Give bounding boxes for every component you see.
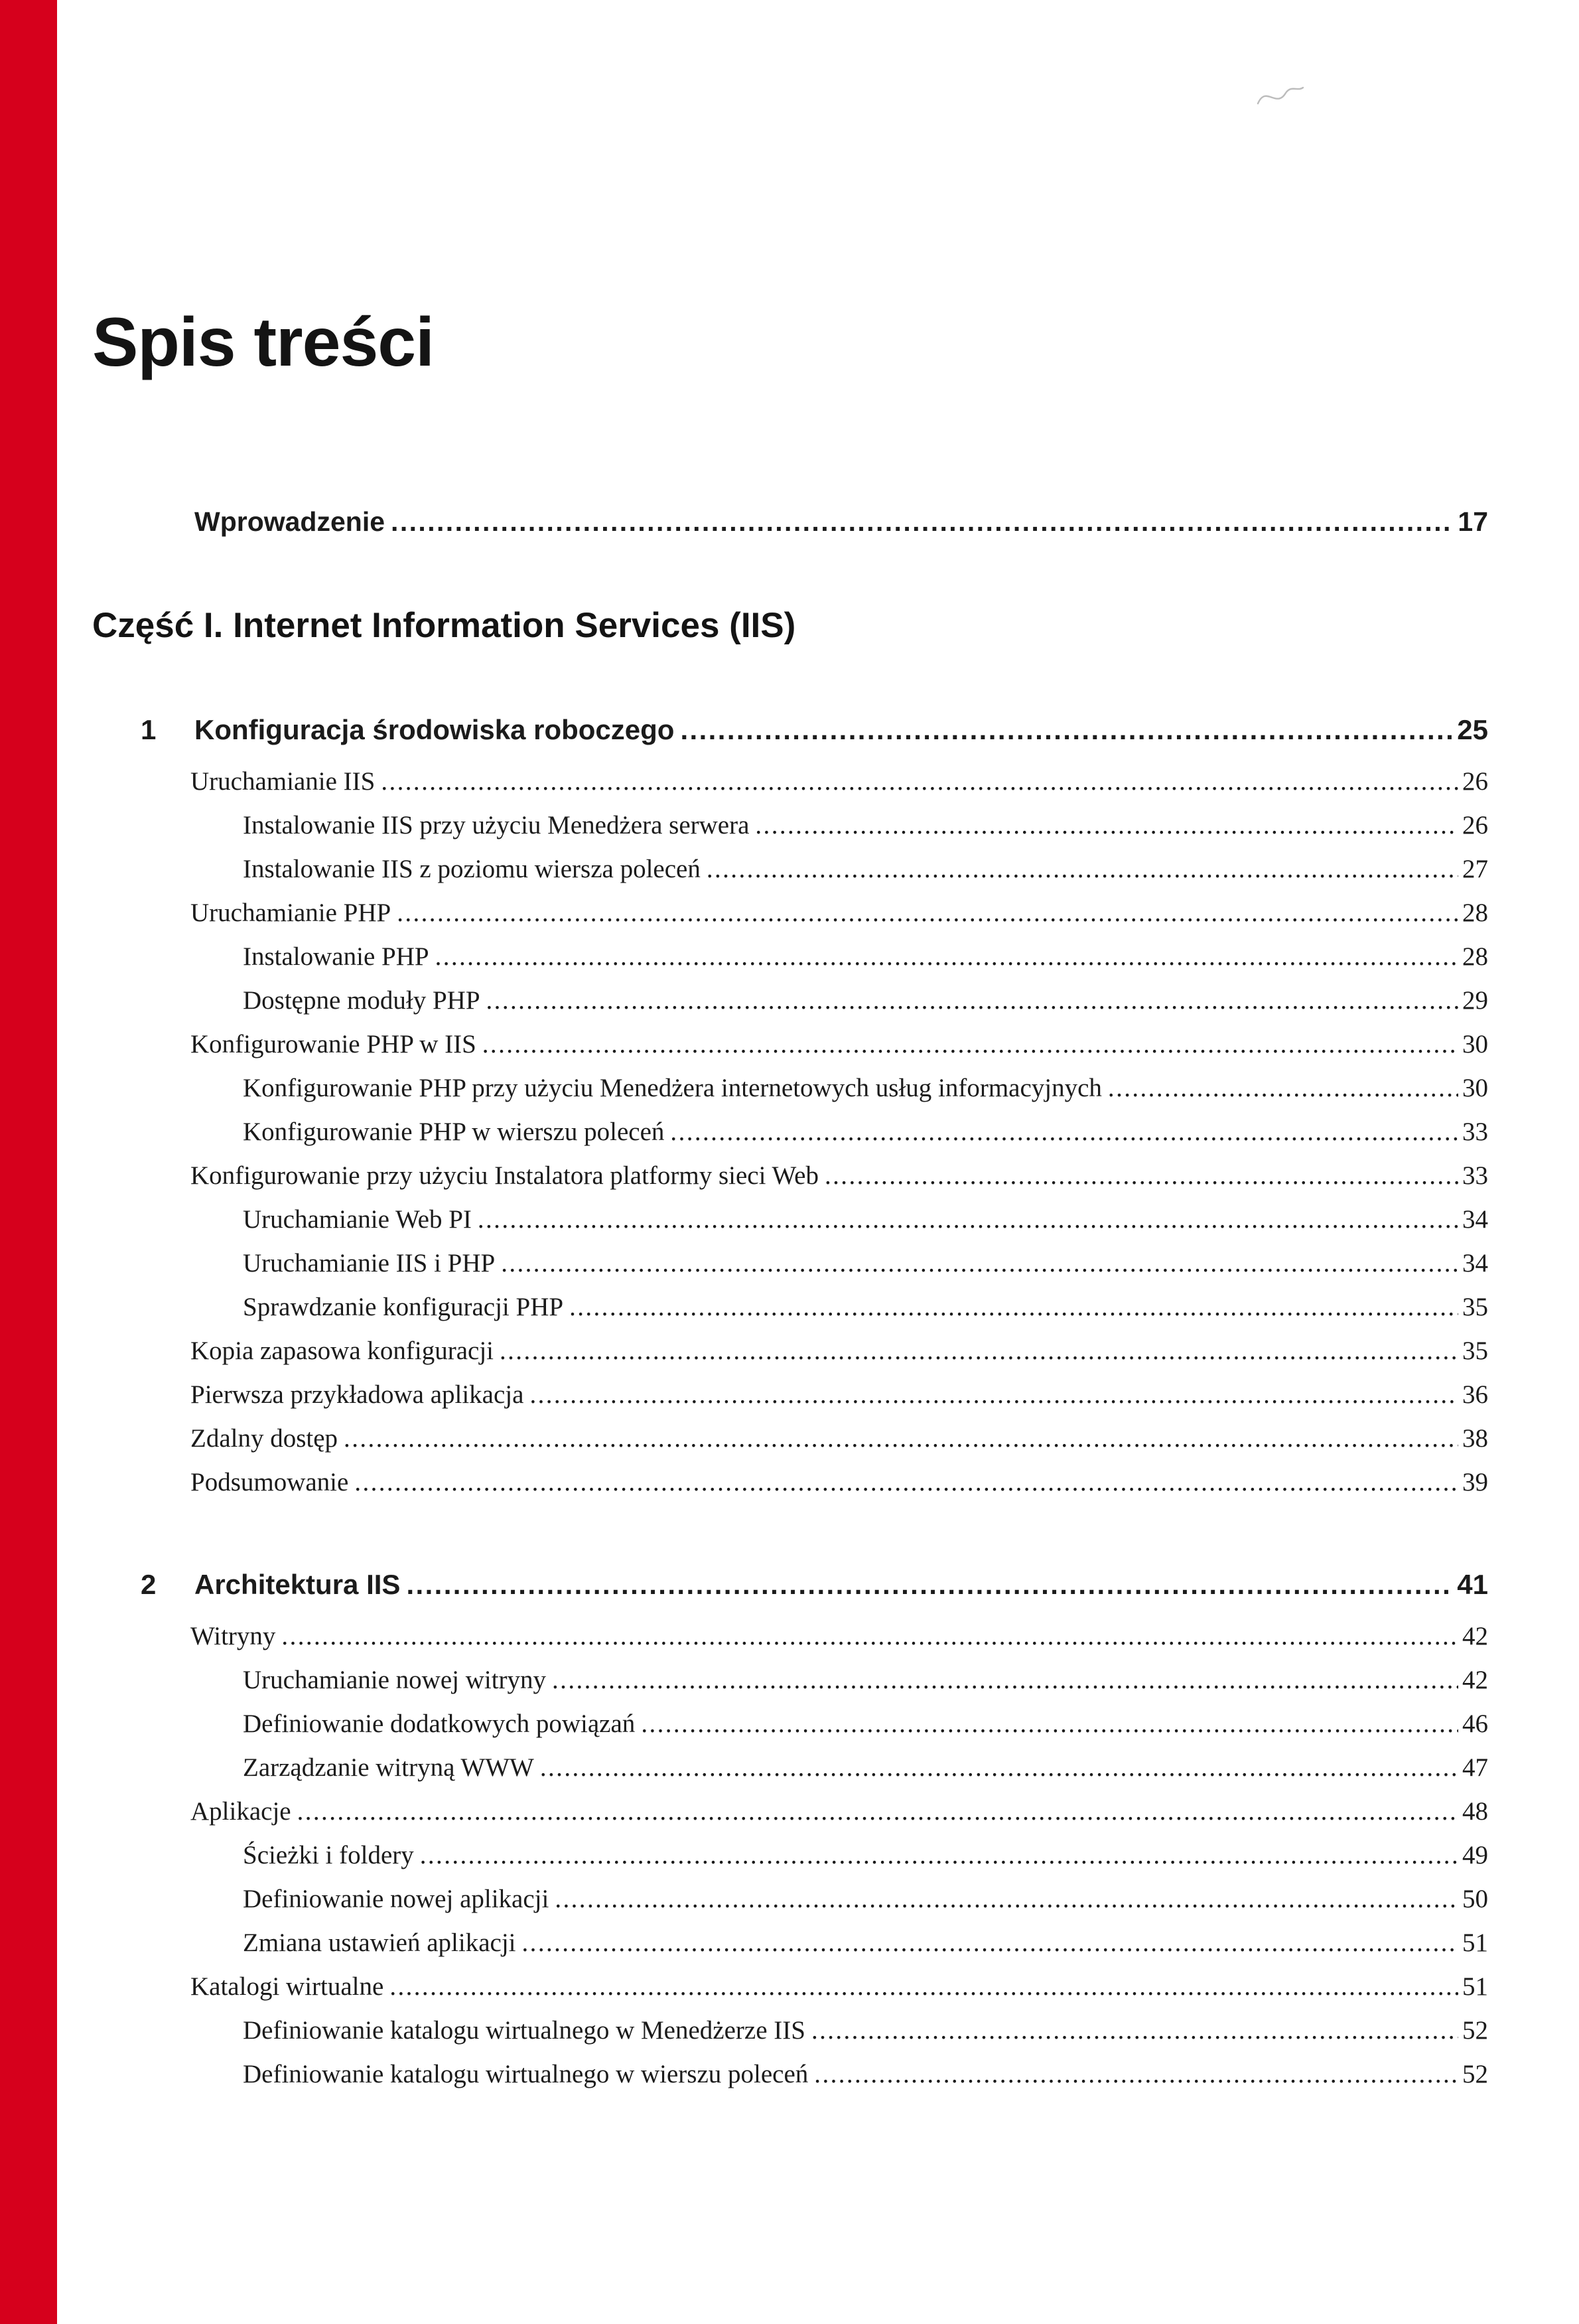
page-number: 35 [1462,1337,1488,1366]
toc-entry-row [92,1198,1488,1242]
toc-entry-row [92,1285,1488,1329]
toc-chapter-row [92,709,1488,751]
toc-entry-label: Sprawdzanie konfiguracji PHP [243,1293,564,1322]
toc-entry-row [92,1154,1488,1198]
chapter-number: 2 [141,1569,157,1601]
dot-leader [397,891,1458,935]
page-number: 51 [1462,1972,1488,2001]
toc-entry-label: Definiowanie katalogu wirtualnego w Menedżerze IIS [243,2016,805,2045]
toc-entry-label: Konfigurowanie PHP przy użyciu Menedżera internetowych usług informacyjnych [243,1074,1102,1103]
dot-leader [482,1023,1458,1066]
page-number: 36 [1462,1380,1488,1410]
dot-leader [522,1921,1458,1965]
page-number: 34 [1462,1249,1488,1278]
toc-entry-label: Ścieżki i foldery [243,1841,414,1870]
toc-entry-row [92,1023,1488,1066]
toc-entry-label: Definiowanie nowej aplikacji [243,1885,549,1914]
toc-entry-row [92,935,1488,979]
dot-leader [825,1154,1458,1198]
page-number: 52 [1462,2016,1488,2045]
page-number: 29 [1462,986,1488,1015]
page-number: 26 [1462,811,1488,840]
dot-leader [344,1417,1458,1461]
part-heading: Część I. Internet Information Services (IIS) [92,606,796,646]
toc-entry-row [92,1834,1488,1877]
dot-leader [389,1965,1458,2009]
page-title: Spis treści [92,304,435,381]
page-number: 51 [1462,1928,1488,1958]
dot-leader [569,1285,1458,1329]
toc-entry-row [92,2009,1488,2053]
dot-leader [540,1746,1458,1790]
page-number: 42 [1462,1666,1488,1695]
page-number: 47 [1462,1753,1488,1782]
dot-leader [435,935,1458,979]
toc-entry-row [92,760,1488,804]
page-content [92,0,1488,2096]
toc-entry-row [92,1702,1488,1746]
toc-entry-row [92,1615,1488,1658]
toc-chapter-row [92,1564,1488,1605]
dot-leader [670,1110,1458,1154]
toc-entry-row [92,1921,1488,1965]
toc-entry-row [92,1242,1488,1285]
toc-entry-label: Wprowadzenie [194,506,385,538]
dot-leader [391,498,1454,545]
dot-leader [755,804,1458,847]
toc-entry-label: Zdalny dostęp [190,1424,338,1453]
toc-entry-label: Konfigurowanie PHP w wierszu poleceń [243,1118,665,1147]
page-number: 27 [1462,855,1488,884]
page-number: 50 [1462,1885,1488,1914]
page-number: 28 [1462,899,1488,928]
toc-entry-label: Architektura IIS [194,1569,401,1601]
toc-entry-label: Uruchamianie IIS [190,767,376,796]
page-number: 30 [1462,1074,1488,1103]
toc-entry-label: Instalowanie IIS z poziomu wiersza poleceń [243,855,701,884]
page-number: 48 [1462,1797,1488,1826]
toc-entry-label: Konfiguracja środowiska roboczego [194,714,675,746]
toc-entry-label: Definiowanie katalogu wirtualnego w wierszu poleceń [243,2060,809,2089]
toc-entry-label: Witryny [190,1622,276,1651]
toc-entry-row [92,1658,1488,1702]
toc-entry-label: Uruchamianie nowej witryny [243,1666,547,1695]
toc-entry-row [92,804,1488,847]
dot-leader [501,1242,1458,1285]
toc-entry-label: Instalowanie IIS przy użyciu Menedżera serwera [243,811,750,840]
page-number: 34 [1462,1205,1488,1234]
toc-entry-row [92,847,1488,891]
page-number: 33 [1462,1161,1488,1191]
page-number: 52 [1462,2060,1488,2089]
chapter-number: 1 [141,714,157,746]
toc-entry-row [92,1066,1488,1110]
toc-entry-row [92,1790,1488,1834]
page-number: 33 [1462,1118,1488,1147]
toc-entry-row [92,1746,1488,1790]
book-spine-red-bar [0,0,57,2324]
toc-entry-label: Aplikacje [190,1797,291,1826]
toc-entry-label: Konfigurowanie przy użyciu Instalatora platformy sieci Web [190,1161,819,1191]
dot-leader [486,979,1458,1023]
toc-entry-row [92,1417,1488,1461]
page-number: 39 [1462,1468,1488,1497]
toc-entry-label: Dostępne moduły PHP [243,986,480,1015]
toc-entry-row [92,1329,1488,1373]
toc-entry-row [92,1461,1488,1504]
page-number: 28 [1462,942,1488,972]
dot-leader [354,1461,1458,1504]
dot-leader [281,1615,1458,1658]
toc-entry-label: Zarządzanie witryną WWW [243,1753,534,1782]
dot-leader [420,1834,1458,1877]
toc-entry-row [92,2053,1488,2096]
toc-entry-label: Podsumowanie [190,1468,349,1497]
toc-entry-label: Zmiana ustawień aplikacji [243,1928,516,1958]
dot-leader [1108,1066,1458,1110]
toc-entry-row [92,1965,1488,2009]
dot-leader [500,1329,1458,1373]
dot-leader [680,709,1453,751]
page-number: 46 [1462,1709,1488,1739]
toc-front-matter-row [92,498,1488,545]
dot-leader [811,2009,1458,2053]
toc-entry-row [92,1110,1488,1154]
toc-entry-label: Katalogi wirtualne [190,1972,384,2001]
toc-entry-label: Uruchamianie Web PI [243,1205,472,1234]
dot-leader [529,1373,1458,1417]
page-number: 26 [1462,767,1488,796]
dot-leader [555,1877,1458,1921]
page-number: 35 [1462,1293,1488,1322]
dot-leader [297,1790,1458,1834]
toc-entry-row [92,1373,1488,1417]
dot-leader [707,847,1458,891]
page-number: 49 [1462,1841,1488,1870]
dot-leader [814,2053,1458,2096]
dot-leader [641,1702,1458,1746]
toc-entry-label: Kopia zapasowa konfiguracji [190,1337,494,1366]
page-number: 25 [1457,714,1488,746]
dot-leader [552,1658,1458,1702]
toc-entry-row [92,979,1488,1023]
toc-entry-label: Uruchamianie IIS i PHP [243,1249,496,1278]
toc-entry-row [92,891,1488,935]
page-number: 30 [1462,1030,1488,1059]
toc-entry-label: Pierwsza przykładowa aplikacja [190,1380,524,1410]
page-number: 41 [1457,1569,1488,1601]
page-number: 42 [1462,1622,1488,1651]
toc-entry-row [92,1877,1488,1921]
dot-leader [381,760,1458,804]
page-number: 17 [1458,506,1488,538]
toc-entry-label: Konfigurowanie PHP w IIS [190,1030,476,1059]
dot-leader [478,1198,1458,1242]
toc-entry-label: Definiowanie dodatkowych powiązań [243,1709,636,1739]
toc-entry-label: Instalowanie PHP [243,942,429,972]
page-number: 38 [1462,1424,1488,1453]
toc-entry-label: Uruchamianie PHP [190,899,391,928]
table-of-contents [92,498,1488,2096]
dot-leader [406,1564,1453,1605]
